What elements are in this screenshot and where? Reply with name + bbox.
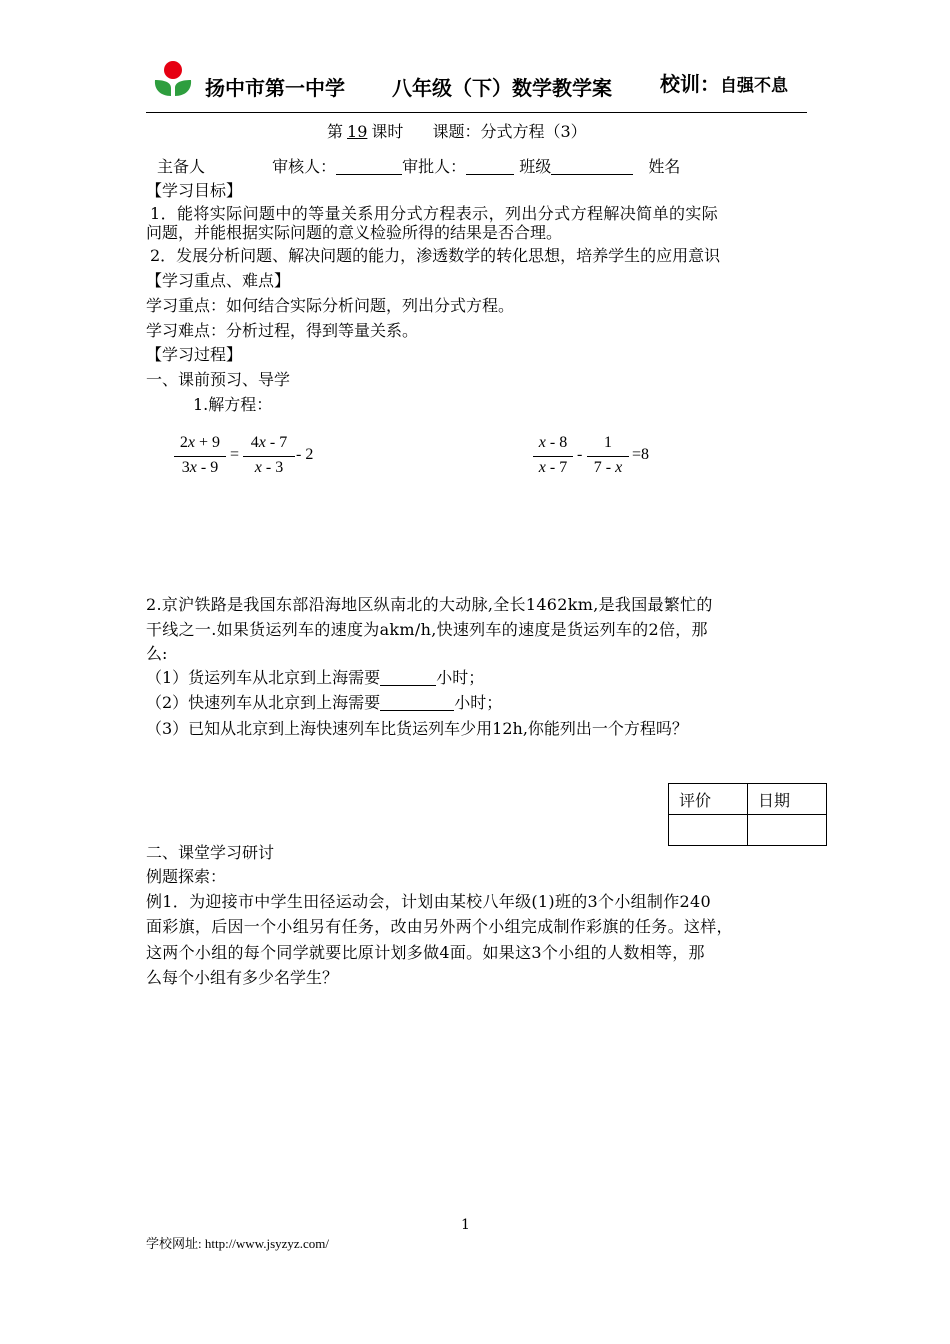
- eq1-left-numerator: 2x + 9: [179, 434, 221, 451]
- focus-point: 学习重点：如何结合实际分析问题，列出分式方程。: [146, 296, 515, 315]
- problem-2-line-1: 2.京沪铁路是我国东部沿海地区纵南北的大动脉,全长1462km,是我国最繁忙的: [146, 595, 713, 614]
- eval-cell[interactable]: [669, 815, 748, 846]
- approver-blank[interactable]: [466, 158, 514, 175]
- eq1-right-bar: [243, 456, 295, 457]
- goal-1-line-2: 问题，并能根据实际问题的意义检验所得的结果是否合理。: [146, 223, 563, 242]
- keypoints-heading: 【学习重点、难点】: [146, 271, 291, 290]
- eq2-f2-bar: [587, 456, 629, 457]
- date-header: 日期: [748, 784, 827, 815]
- sub-1-blank[interactable]: [380, 669, 436, 686]
- goal-1-line-1: 1．能将实际问题中的等量关系用分式方程表示，列出分式方程解决简单的实际: [150, 204, 719, 223]
- motto-label: 校训：: [660, 72, 720, 96]
- example-1-line-3: 这两个小组的每个同学就要比原计划多做4面。如果这3个小组的人数相等，那: [146, 943, 705, 962]
- page-number: 1: [461, 1217, 470, 1233]
- eq1-right-numerator: 4x - 7: [250, 434, 288, 451]
- approver-label: 审批人：: [402, 157, 467, 176]
- date-cell[interactable]: [748, 815, 827, 846]
- problem-2-line-3: 么:: [146, 644, 168, 663]
- eq2-f2-numerator: 1: [604, 434, 612, 451]
- problem-2-sub-2: （2）快速列车从北京到上海需要 小时；: [146, 693, 503, 712]
- eval-header: 评价: [669, 784, 748, 815]
- reviewer-blank[interactable]: [336, 158, 402, 175]
- eq2-tail: =8: [632, 446, 650, 463]
- lesson-line: [327, 121, 587, 143]
- section-1-heading: 一、课前预习、导学: [146, 370, 291, 389]
- reviewer-label: 审核人：: [272, 157, 337, 176]
- header-rule: [146, 112, 807, 113]
- school-website[interactable]: 学校网址: http://www.jsyzyz.com/: [146, 1236, 329, 1251]
- eq2-f1-bar: [533, 456, 573, 457]
- goals-heading: 【学习目标】: [146, 181, 243, 200]
- eq2-f1-numerator: x - 8: [538, 434, 568, 451]
- class-label: 班级: [519, 157, 552, 176]
- problem-2-sub-1: （1）货运列车从北京到上海需要 小时；: [146, 668, 485, 687]
- eq1-left-fraction: [174, 434, 226, 480]
- eq2-fraction-2: [587, 434, 629, 480]
- question-1-label: 1.解方程：: [193, 395, 273, 414]
- section-2-heading: 二、课堂学习研讨: [146, 843, 275, 862]
- problem-2-sub-3: （3）已知从北京到上海快速列车比货运列车少用12h,你能列出一个方程吗？: [146, 719, 688, 738]
- school-name: 扬中市第一中学: [205, 76, 345, 100]
- eq2-f1-denominator: x - 7: [538, 459, 568, 476]
- name-label: 姓名: [648, 157, 681, 176]
- staff-line: [157, 156, 680, 178]
- eq1-right-fraction: [243, 434, 295, 480]
- preparer-label: 主备人: [157, 157, 206, 176]
- eq1-equals: =: [230, 446, 240, 463]
- sub-2-blank[interactable]: [380, 694, 454, 711]
- eq1-tail: - 2: [296, 446, 314, 463]
- evaluation-table: [668, 783, 827, 846]
- lesson-suffix: 课时: [371, 122, 404, 141]
- eq1-left-denominator: 3x - 9: [181, 459, 219, 476]
- goal-2: 2．发展分析问题、解决问题的能力，渗透数学的转化思想，培养学生的应用意识: [150, 246, 721, 265]
- eq2-fraction-1: [533, 434, 573, 480]
- grade-title: 八年级（下）数学教学案: [392, 76, 612, 100]
- example-1-line-1: 例1．为迎接市中学生田径运动会，计划由某校八年级(1)班的3个小组制作240: [146, 892, 711, 911]
- difficulty-point: 学习难点：分析过程，得到等量关系。: [146, 321, 419, 340]
- process-heading: 【学习过程】: [146, 345, 243, 364]
- school-logo: [150, 60, 194, 106]
- eq1-left-bar: [174, 456, 226, 457]
- example-1-line-4: 么每个小组有多少名学生？: [146, 968, 339, 987]
- lesson-topic: 课题：分式方程（3）: [432, 122, 587, 141]
- problem-2-line-2: 干线之一.如果货运列车的速度为akm/h,快速列车的速度是货运列车的2倍，那: [146, 620, 708, 639]
- motto: [660, 68, 788, 97]
- lesson-prefix: 第: [327, 122, 344, 141]
- lesson-number: 19: [347, 122, 368, 141]
- eq1-right-denominator: x - 3: [254, 459, 284, 476]
- eq2-f2-denominator: 7 - x: [593, 459, 623, 476]
- example-explore-label: 例题探索：: [146, 867, 227, 886]
- motto-text: 自强不息: [720, 76, 788, 96]
- eq2-minus: -: [577, 446, 583, 463]
- class-blank[interactable]: [551, 158, 633, 175]
- example-1-line-2: 面彩旗，后因一个小组另有任务，改由另外两个小组完成制作彩旗的任务。这样，: [146, 917, 733, 936]
